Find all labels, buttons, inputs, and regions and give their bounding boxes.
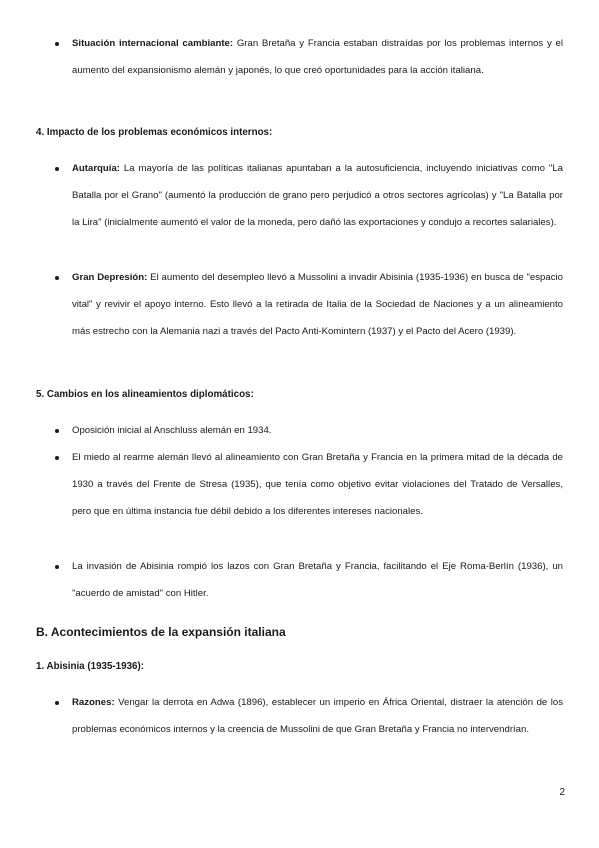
bullet-item-intl (72, 31, 563, 85)
term-depresion: Gran Depresión: (72, 272, 148, 283)
bullet-icon (55, 701, 59, 705)
page-number: 2 (559, 787, 565, 798)
bullet-item-razones (72, 690, 563, 744)
text-razones: Vengar la derrota en Adwa (1896), establecer un imperio en África Oriental, distraer la atención de los problemas económicos internos y la creencia de Mussolini de que Gran Bretaña y Francia no intervendrían. (72, 697, 563, 735)
bullet-icon (55, 276, 59, 280)
bullet-icon (55, 167, 59, 171)
text-depresion: El aumento del desempleo llevó a Mussolini a invadir Abisinia (1935-1936) en busca de "espacio vital" y revivir el apoyo interno. Esto llevó a la retirada de Italia de la Sociedad de Naciones y a un alineamiento más estrecho con la Alemania nazi a través del Pacto Anti-Komintern (1937) y el Pacto del Acero (1939). (72, 272, 563, 337)
bullet-icon (55, 456, 59, 460)
heading-abisinia: 1. Abisinia (1935-1936): (36, 661, 144, 672)
heading-4: 4. Impacto de los problemas económicos internos: (36, 127, 273, 138)
text-intl: Gran Bretaña y Francia estaban distraídas por los problemas internos y el aumento del expansionismo alemán y japonés, lo que creó oportunidades para la acción italiana. (72, 38, 563, 76)
term-intl: Situación internacional cambiante: (72, 38, 234, 49)
bullet-icon (55, 42, 59, 46)
term-autarquia: Autarquía: (72, 163, 120, 174)
term-razones: Razones: (72, 697, 115, 708)
bullet-item-eje: La invasión de Abisinia rompió los lazos con Gran Bretaña y Francia, facilitando el Eje Roma-Berlín (1936), un "acuerdo de amistad" con Hitler. (72, 561, 563, 599)
bullet-icon (55, 429, 59, 433)
bullet-icon (55, 565, 59, 569)
bullet-item-stresa: El miedo al rearme alemán llevó al alineamiento con Gran Bretaña y Francia en la primera mitad de la década de 1930 a través del Frente de Stresa (1935), que tenía como objetivo evitar violaciones del Tratado de Versalles, pero que en última instancia fue débil debido a los diferentes intereses nacionales. (72, 452, 563, 517)
section-b-title: B. Acontecimientos de la expansión italiana (36, 625, 286, 639)
bullet-item-autarquia (72, 156, 563, 236)
heading-5: 5. Cambios en los alineamientos diplomáticos: (36, 389, 254, 400)
bullet-item-anschluss: Oposición inicial al Anschluss alemán en 1934. (72, 425, 272, 436)
text-autarquia: La mayoría de las políticas italianas apuntaban a la autosuficiencia, incluyendo iniciativas como "La Batalla por el Grano" (aumentó la producción de grano pero perjudicó a otros sectores agrícolas) y "La Batalla por la Lira" (inicialmente aumentó el valor de la moneda, pero dañó las exportaciones y condujo a recortes salariales). (72, 163, 563, 228)
bullet-item-depresion (72, 265, 563, 345)
